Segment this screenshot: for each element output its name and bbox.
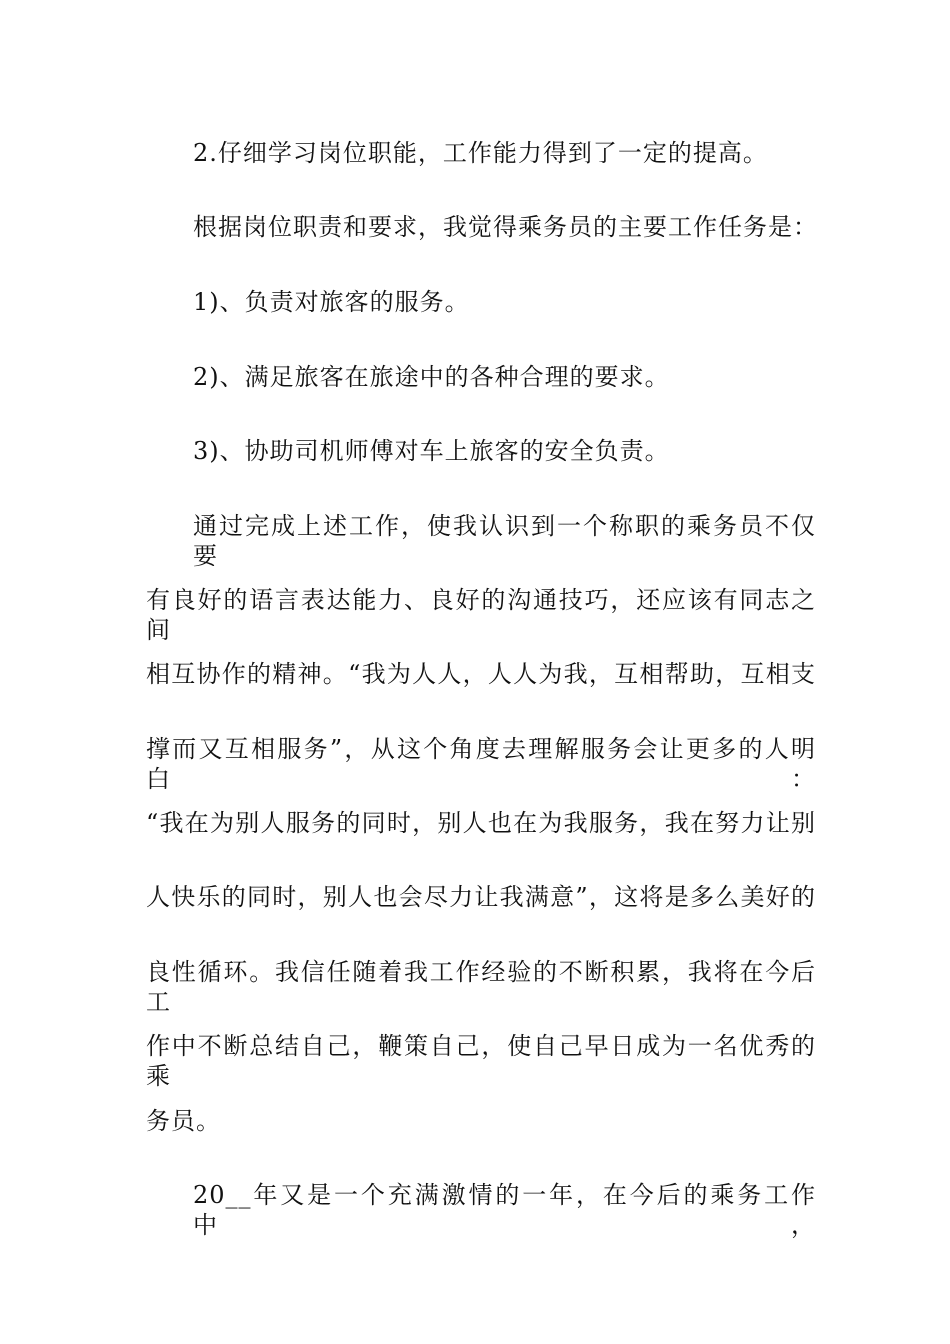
paragraph-line-6: 通过完成上述工作，使我认识到一个称职的乘务员不仅要 (193, 512, 816, 570)
paragraph-line-7: 有良好的语言表达能力、良好的沟通技巧，还应该有同志之间 (146, 586, 816, 644)
paragraph-line-1: 2.仔细学习岗位职能，工作能力得到了一定的提高。 (193, 139, 768, 167)
paragraph-line-11: 人快乐的同时，别人也会尽力让我满意”，这将是多么美好的 (146, 883, 816, 911)
paragraph-line-12: 良性循环。我信任随着我工作经验的不断积累，我将在今后工 (146, 958, 816, 1016)
paragraph-line-14: 务员。 (146, 1107, 221, 1135)
list-item-2: 2)、满足旅客在旅途中的各种合理的要求。 (193, 363, 670, 391)
paragraph-line-13: 作中不断总结自己，鞭策自己，使自己早日成为一名优秀的乘 (146, 1032, 816, 1090)
paragraph-line-9: 撑而又互相服务”，从这个角度去理解服务会让更多的人明白： (146, 735, 816, 793)
paragraph-line-10: “我在为别人服务的同时，别人也在为我服务，我在努力让别 (146, 809, 816, 837)
paragraph-line-2: 根据岗位职责和要求，我觉得乘务员的主要工作任务是： (193, 213, 818, 241)
paragraph-line-15: 20__年又是一个充满激情的一年，在今后的乘务工作中， (193, 1181, 816, 1239)
list-item-3: 3)、协助司机师傅对车上旅客的安全负责。 (193, 437, 670, 465)
paragraph-line-8: 相互协作的精神。“我为人人，人人为我，互相帮助，互相支 (146, 660, 816, 688)
list-item-1: 1)、负责对旅客的服务。 (193, 288, 470, 316)
